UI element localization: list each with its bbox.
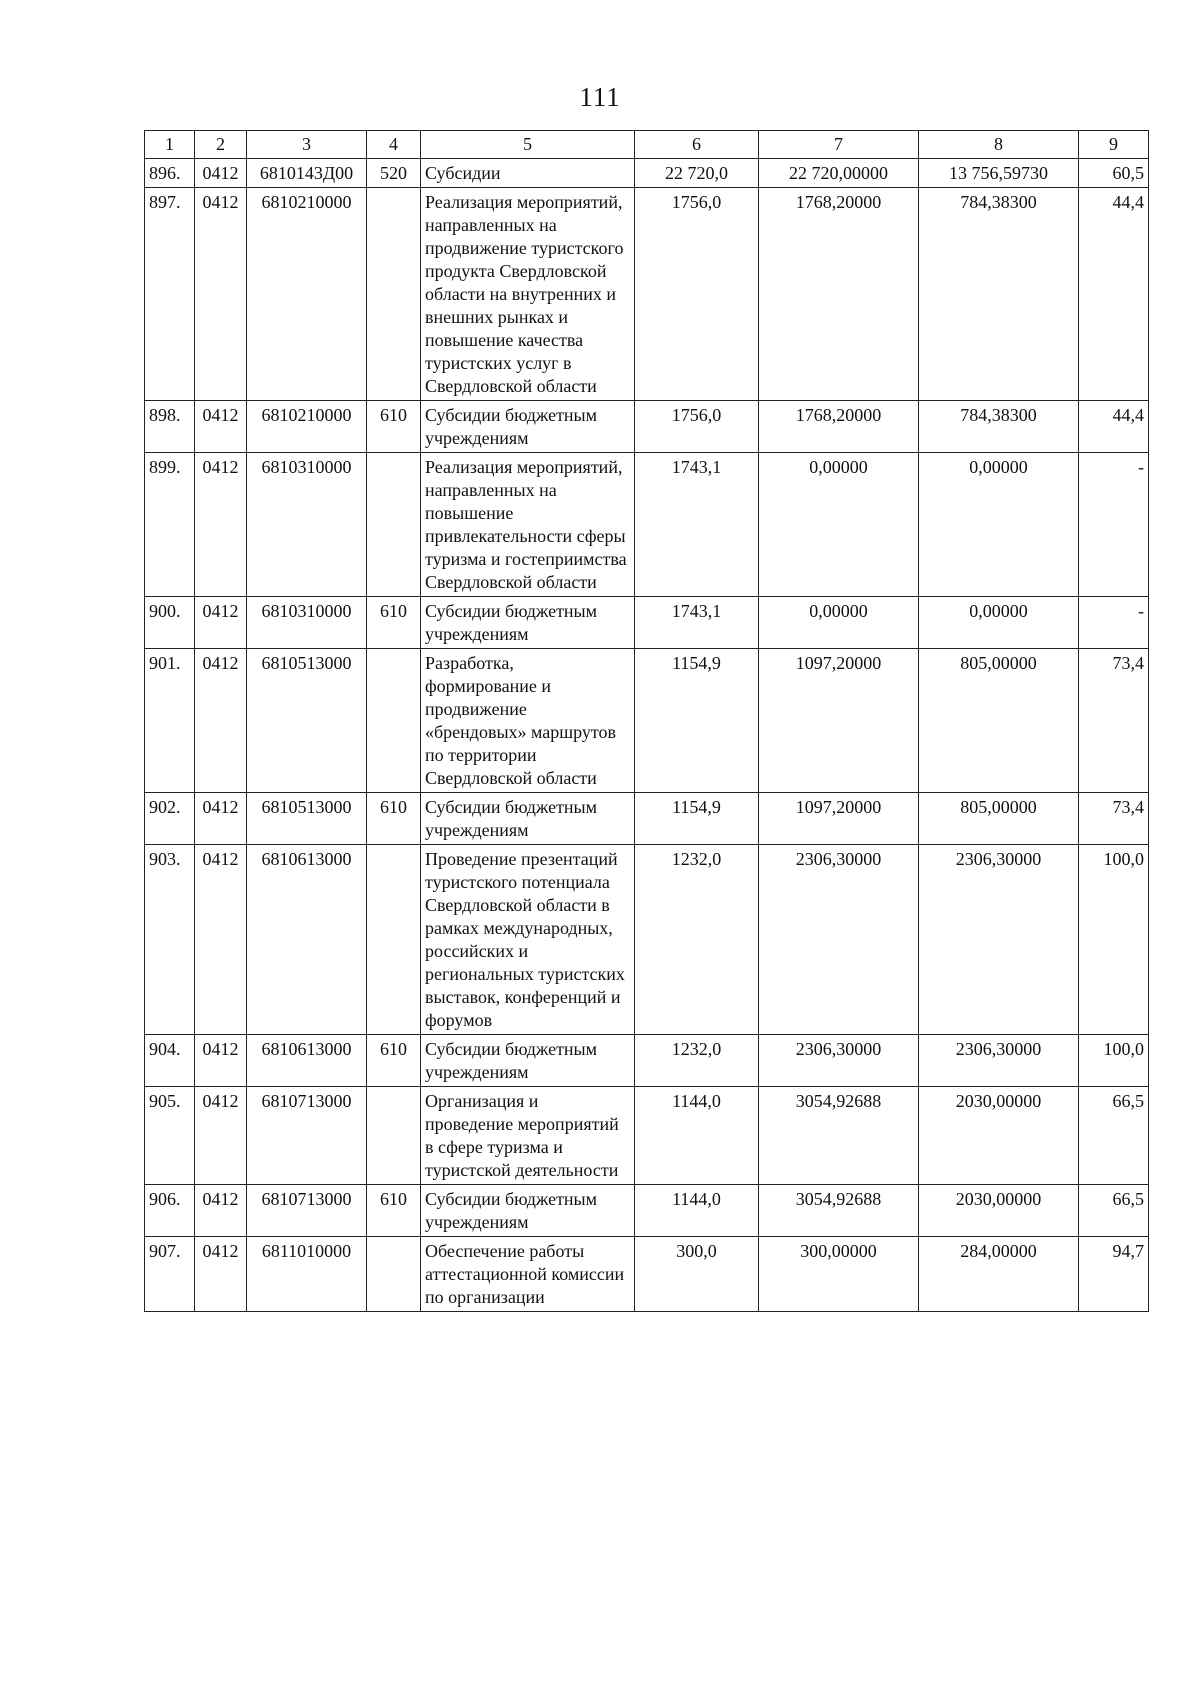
executed-value: 784,38300 bbox=[919, 188, 1079, 401]
column-header: 4 bbox=[367, 131, 421, 159]
approved-value: 1097,20000 bbox=[759, 649, 919, 793]
description: Реализация мероприятий, направленных на повышение привлекательности сферы туризма и гостеприимства Свердловской области bbox=[421, 453, 635, 597]
target-code: 6810310000 bbox=[247, 453, 367, 597]
table-row bbox=[145, 401, 1149, 453]
planned-value: 1756,0 bbox=[635, 188, 759, 401]
planned-value: 1232,0 bbox=[635, 845, 759, 1035]
column-header: 7 bbox=[759, 131, 919, 159]
executed-value: 2030,00000 bbox=[919, 1087, 1079, 1185]
expense-type: 610 bbox=[367, 1035, 421, 1087]
row-number: 907. bbox=[145, 1237, 195, 1312]
expense-type bbox=[367, 649, 421, 793]
execution-percent: 73,4 bbox=[1079, 649, 1149, 793]
planned-value: 1144,0 bbox=[635, 1087, 759, 1185]
execution-percent: - bbox=[1079, 453, 1149, 597]
section-code: 0412 bbox=[195, 1035, 247, 1087]
section-code: 0412 bbox=[195, 159, 247, 188]
planned-value: 1154,9 bbox=[635, 793, 759, 845]
approved-value: 22 720,00000 bbox=[759, 159, 919, 188]
expense-type bbox=[367, 845, 421, 1035]
executed-value: 805,00000 bbox=[919, 793, 1079, 845]
planned-value: 1743,1 bbox=[635, 597, 759, 649]
table-row bbox=[145, 1185, 1149, 1237]
expense-type: 610 bbox=[367, 793, 421, 845]
column-header: 3 bbox=[247, 131, 367, 159]
executed-value: 0,00000 bbox=[919, 453, 1079, 597]
section-code: 0412 bbox=[195, 649, 247, 793]
description: Субсидии бюджетным учреждениям bbox=[421, 597, 635, 649]
approved-value: 3054,92688 bbox=[759, 1185, 919, 1237]
executed-value: 805,00000 bbox=[919, 649, 1079, 793]
section-code: 0412 bbox=[195, 453, 247, 597]
approved-value: 2306,30000 bbox=[759, 1035, 919, 1087]
execution-percent: 44,4 bbox=[1079, 401, 1149, 453]
table-row bbox=[145, 159, 1149, 188]
target-code: 6810210000 bbox=[247, 401, 367, 453]
executed-value: 2306,30000 bbox=[919, 1035, 1079, 1087]
executed-value: 2030,00000 bbox=[919, 1185, 1079, 1237]
section-code: 0412 bbox=[195, 1185, 247, 1237]
planned-value: 1756,0 bbox=[635, 401, 759, 453]
row-number: 904. bbox=[145, 1035, 195, 1087]
column-header: 5 bbox=[421, 131, 635, 159]
description: Субсидии бюджетным учреждениям bbox=[421, 793, 635, 845]
row-number: 905. bbox=[145, 1087, 195, 1185]
expense-type bbox=[367, 1237, 421, 1312]
target-code: 6810713000 bbox=[247, 1185, 367, 1237]
budget-table bbox=[144, 130, 1149, 1312]
column-header: 1 bbox=[145, 131, 195, 159]
approved-value: 1768,20000 bbox=[759, 188, 919, 401]
table-row bbox=[145, 649, 1149, 793]
expense-type bbox=[367, 453, 421, 597]
description: Реализация мероприятий, направленных на продвижение туристского продукта Свердловской области на внутренних и внешних рынках и повышение качества туристских услуг в Свердловской области bbox=[421, 188, 635, 401]
column-header: 9 bbox=[1079, 131, 1149, 159]
executed-value: 0,00000 bbox=[919, 597, 1079, 649]
expense-type: 610 bbox=[367, 597, 421, 649]
row-number: 899. bbox=[145, 453, 195, 597]
expense-type: 520 bbox=[367, 159, 421, 188]
target-code: 6810613000 bbox=[247, 1035, 367, 1087]
target-code: 6810613000 bbox=[247, 845, 367, 1035]
expense-type bbox=[367, 1087, 421, 1185]
planned-value: 1154,9 bbox=[635, 649, 759, 793]
description: Субсидии bbox=[421, 159, 635, 188]
approved-value: 1768,20000 bbox=[759, 401, 919, 453]
target-code: 6810513000 bbox=[247, 649, 367, 793]
description: Субсидии бюджетным учреждениям bbox=[421, 1185, 635, 1237]
approved-value: 0,00000 bbox=[759, 453, 919, 597]
target-code: 6810513000 bbox=[247, 793, 367, 845]
execution-percent: 100,0 bbox=[1079, 845, 1149, 1035]
table-row bbox=[145, 597, 1149, 649]
column-header: 8 bbox=[919, 131, 1079, 159]
approved-value: 300,00000 bbox=[759, 1237, 919, 1312]
execution-percent: 94,7 bbox=[1079, 1237, 1149, 1312]
row-number: 898. bbox=[145, 401, 195, 453]
table-row bbox=[145, 1237, 1149, 1312]
description: Проведение презентаций туристского потенциала Свердловской области в рамках международных, российских и региональных туристских выставок, конференций и форумов bbox=[421, 845, 635, 1035]
row-number: 896. bbox=[145, 159, 195, 188]
target-code: 6810143Д00 bbox=[247, 159, 367, 188]
description: Организация и проведение мероприятий в сфере туризма и туристской деятельности bbox=[421, 1087, 635, 1185]
row-number: 900. bbox=[145, 597, 195, 649]
expense-type bbox=[367, 188, 421, 401]
approved-value: 0,00000 bbox=[759, 597, 919, 649]
section-code: 0412 bbox=[195, 1087, 247, 1185]
execution-percent: 100,0 bbox=[1079, 1035, 1149, 1087]
section-code: 0412 bbox=[195, 845, 247, 1035]
table-row bbox=[145, 793, 1149, 845]
execution-percent: - bbox=[1079, 597, 1149, 649]
column-header: 2 bbox=[195, 131, 247, 159]
row-number: 901. bbox=[145, 649, 195, 793]
target-code: 6811010000 bbox=[247, 1237, 367, 1312]
column-header: 6 bbox=[635, 131, 759, 159]
executed-value: 784,38300 bbox=[919, 401, 1079, 453]
expense-type: 610 bbox=[367, 401, 421, 453]
execution-percent: 44,4 bbox=[1079, 188, 1149, 401]
section-code: 0412 bbox=[195, 793, 247, 845]
row-number: 897. bbox=[145, 188, 195, 401]
target-code: 6810713000 bbox=[247, 1087, 367, 1185]
planned-value: 300,0 bbox=[635, 1237, 759, 1312]
planned-value: 1144,0 bbox=[635, 1185, 759, 1237]
target-code: 6810210000 bbox=[247, 188, 367, 401]
header-row bbox=[145, 131, 1149, 159]
section-code: 0412 bbox=[195, 597, 247, 649]
execution-percent: 66,5 bbox=[1079, 1185, 1149, 1237]
section-code: 0412 bbox=[195, 1237, 247, 1312]
description: Субсидии бюджетным учреждениям bbox=[421, 401, 635, 453]
description: Субсидии бюджетным учреждениям bbox=[421, 1035, 635, 1087]
description: Обеспечение работы аттестационной комиссии по организации bbox=[421, 1237, 635, 1312]
section-code: 0412 bbox=[195, 188, 247, 401]
page-number: 111 bbox=[579, 82, 621, 112]
table-row bbox=[145, 845, 1149, 1035]
planned-value: 1743,1 bbox=[635, 453, 759, 597]
section-code: 0412 bbox=[195, 401, 247, 453]
expense-type: 610 bbox=[367, 1185, 421, 1237]
executed-value: 284,00000 bbox=[919, 1237, 1079, 1312]
approved-value: 3054,92688 bbox=[759, 1087, 919, 1185]
description: Разработка, формирование и продвижение «брендовых» маршрутов по территории Свердловской области bbox=[421, 649, 635, 793]
execution-percent: 73,4 bbox=[1079, 793, 1149, 845]
approved-value: 2306,30000 bbox=[759, 845, 919, 1035]
row-number: 903. bbox=[145, 845, 195, 1035]
planned-value: 22 720,0 bbox=[635, 159, 759, 188]
table-row bbox=[145, 1087, 1149, 1185]
target-code: 6810310000 bbox=[247, 597, 367, 649]
execution-percent: 60,5 bbox=[1079, 159, 1149, 188]
executed-value: 13 756,59730 bbox=[919, 159, 1079, 188]
planned-value: 1232,0 bbox=[635, 1035, 759, 1087]
row-number: 906. bbox=[145, 1185, 195, 1237]
row-number: 902. bbox=[145, 793, 195, 845]
executed-value: 2306,30000 bbox=[919, 845, 1079, 1035]
table-row bbox=[145, 188, 1149, 401]
table-row bbox=[145, 453, 1149, 597]
execution-percent: 66,5 bbox=[1079, 1087, 1149, 1185]
table-row bbox=[145, 1035, 1149, 1087]
approved-value: 1097,20000 bbox=[759, 793, 919, 845]
